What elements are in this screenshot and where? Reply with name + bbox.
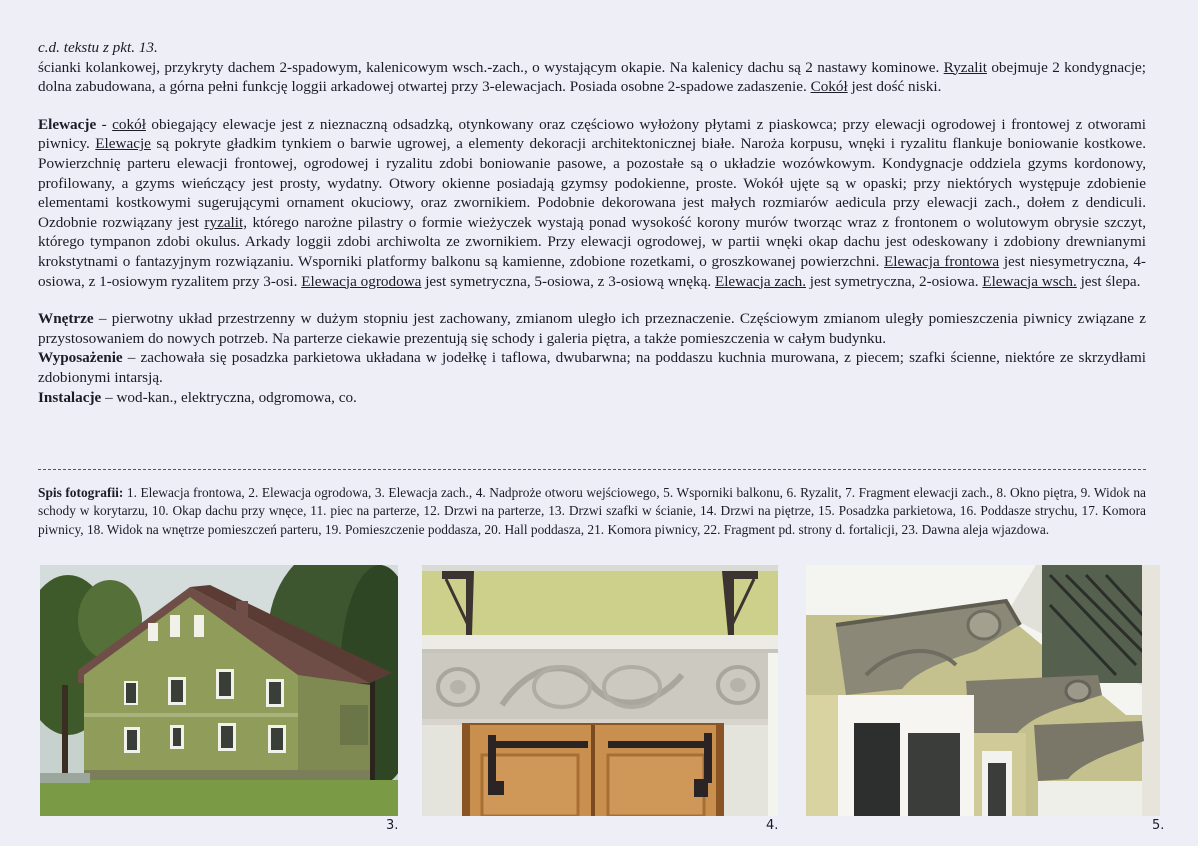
intro-text: obejmuje 2 kondygnacje; dolna zabudowana, a górna pełni funkcję loggii arkadowej otwartej przy 3-elewacjach. Posiada osobne 2-spadowe zadaszenie. — [38, 58, 1146, 96]
term-cokol: Cokół — [810, 78, 848, 96]
elewacje-text: jest symetryczna, 2-osiowa. — [806, 272, 983, 290]
intro-text: ścianki kolankowej, przykryty dachem 2-spadowym, kalenicowym wsch.-zach., o wystającym okapie. Na kalenicy dachu są 2 nastawy kominowe. — [38, 58, 944, 76]
term-ryzalit: ryzalit, — [204, 213, 248, 231]
elewacje-paragraph — [38, 115, 1146, 291]
photo-building-exterior — [40, 565, 398, 816]
instalacje-heading: Instalacje — [38, 388, 102, 406]
dashed-divider — [38, 469, 1146, 470]
term-elewacja-zach: Elewacja zach. — [714, 272, 806, 290]
continuation-note: c.d. tekstu z pkt. 13. — [38, 39, 158, 56]
wnetrze-text: – pierwotny układ przestrzenny w dużym stopniu jest zachowany, zmianom uległo ich przeznaczenie. Częściowym zmianom uległy pomieszczenia piwnicy związane z przystosowaniem do nowych potrzeb. Na parterze ciekawie prezentują się schody i galeria piętra, a także pomieszczenia w całym budynku. — [38, 310, 1146, 347]
photo-number-4: 4. — [766, 818, 779, 833]
elewacje-text: jest ślepa. — [1076, 272, 1141, 290]
instalacje-paragraph — [38, 388, 1146, 408]
photo-balcony-brackets — [806, 565, 1160, 816]
elewacje-heading: Elewacje — [38, 115, 97, 133]
elewacje-text: są pokryte gładkim tynkiem o barwie ugrowej, a elementy dekoracji architektonicznej białe. Naroża korpusu, wnęki i ryzalitu flankuje boniowanie kostkowe. Powierzchnię parteru elewacji frontowej, ogrodowej i ryzalitu zdobi boniowanie pasowe, a pozostałe są o układzie wozówkowym. Kondygnacje oddziela gzyms kordonowy, profilowany, a gzyms wieńczący jest prosty, wydatny. Otwory okienne posiadają gzymsy podokienne, proste. Wokół ujęte są w opaski; przy niektórych występuje zdobienie elementami kostkowymi sugerującymi ornament okuciowy, oraz zwornikiem. Podobnie dekorowana jest małych rozmiarów aedicula przy elewacji zach., dołem z dendiculi. Ozdobnie rozwiązany jest — [38, 135, 1146, 231]
elewacje-text: jest niesymetryczna, 4-osiowa, z 1-osiowym ryzalitem przy 3-osi. — [38, 252, 1146, 290]
wyposazenie-text: – zachowała się posadzka parkietowa układana w jodełkę i taflowa, dwubarwna; na poddaszu kuchnia murowana, z piecem; szafki ścienne, niektóre ze skrzydłami zdobionymi intarsją. — [38, 349, 1146, 386]
term-ryzalit: Ryzalit — [943, 58, 987, 76]
body-text — [38, 38, 1146, 407]
photo-list-text: 1. Elewacja frontowa, 2. Elewacja ogrodowa, 3. Elewacja zach., 4. Nadproże otworu wejściowego, 5. Wsporniki balkonu, 6. Ryzalit, 7. Fragment elewacji zach., 8. Okno piętra, 9. Widok na schody w korytarzu, 10. Okap dachu przy wnęce, 11. piec na parterze, 12. Drzwi na parterze, 13. Drzwi szafki w ścianie, 14. Drzwi na piętrze, 15. Posadzka parkietowa, 16. Poddasze strychu, 17. Komora piwnicy, 18. Widok na wnętrze pomieszczeń parteru, 19. Pomieszczenie poddasza, 20. Hall poddasza, 21. Komora piwnicy, 22. Fragment pd. strony d. fortalicji, 23. Dawna aleja wjazdowa. — [38, 485, 1146, 537]
photo-number-3: 3. — [386, 818, 399, 833]
photo-list-heading: Spis fotografii: — [38, 485, 124, 500]
intro-text: jest dość niski. — [847, 78, 942, 96]
elewacje-text: jest symetryczna, 5-osiowa, z 3-osiową wnęką. — [421, 272, 715, 290]
photo-number-5: 5. — [1152, 818, 1165, 833]
term-cokol: cokół — [112, 115, 146, 133]
wnetrze-paragraph — [38, 309, 1146, 348]
elewacje-text: - — [96, 115, 113, 133]
elewacje-text: obiegający elewacje jest z nieznaczną odsadzką, otynkowany oraz częściowo wyłożony płytami z piaskowca; przy elewacji ogrodowej i frontowej z otworami piwnicy. — [38, 115, 1146, 153]
instalacje-text: – wod-kan., elektryczna, odgromowa, co. — [101, 388, 357, 406]
wnetrze-heading: Wnętrze — [38, 310, 94, 328]
wyposazenie-heading: Wyposażenie — [38, 349, 123, 367]
photo-list — [38, 484, 1146, 539]
wyposazenie-paragraph — [38, 348, 1146, 387]
photo-door-lintel — [422, 565, 778, 816]
term-elewacja-ogrodowa: Elewacja ogrodowa — [301, 272, 422, 290]
term-elewacje: Elewacje — [95, 135, 151, 153]
term-elewacja-frontowa: Elewacja frontowa — [884, 252, 1000, 270]
intro-paragraph — [38, 58, 1146, 97]
term-elewacja-wsch: Elewacja wsch. — [982, 272, 1077, 290]
elewacje-text: którego narożne pilastry o formie wieżyczek wystają ponad wysokość korony murów tworząc wraz z frontonem o wolutowym obrysie szczyt, którego tympanon zdobi okulus. Arkady loggii zdobi archiwolta ze zwornikiem. Przy elewacji ogrodowej, w partii wnęki okap dachu jest odeskowany i zdobiony drewnianymi krokstytnami o fantazyjnym rozwiązaniu. Wsporniki platformy balkonu są kamienne, zdobione rozetkami, o groszkowanej powierzchni. — [38, 213, 1146, 270]
